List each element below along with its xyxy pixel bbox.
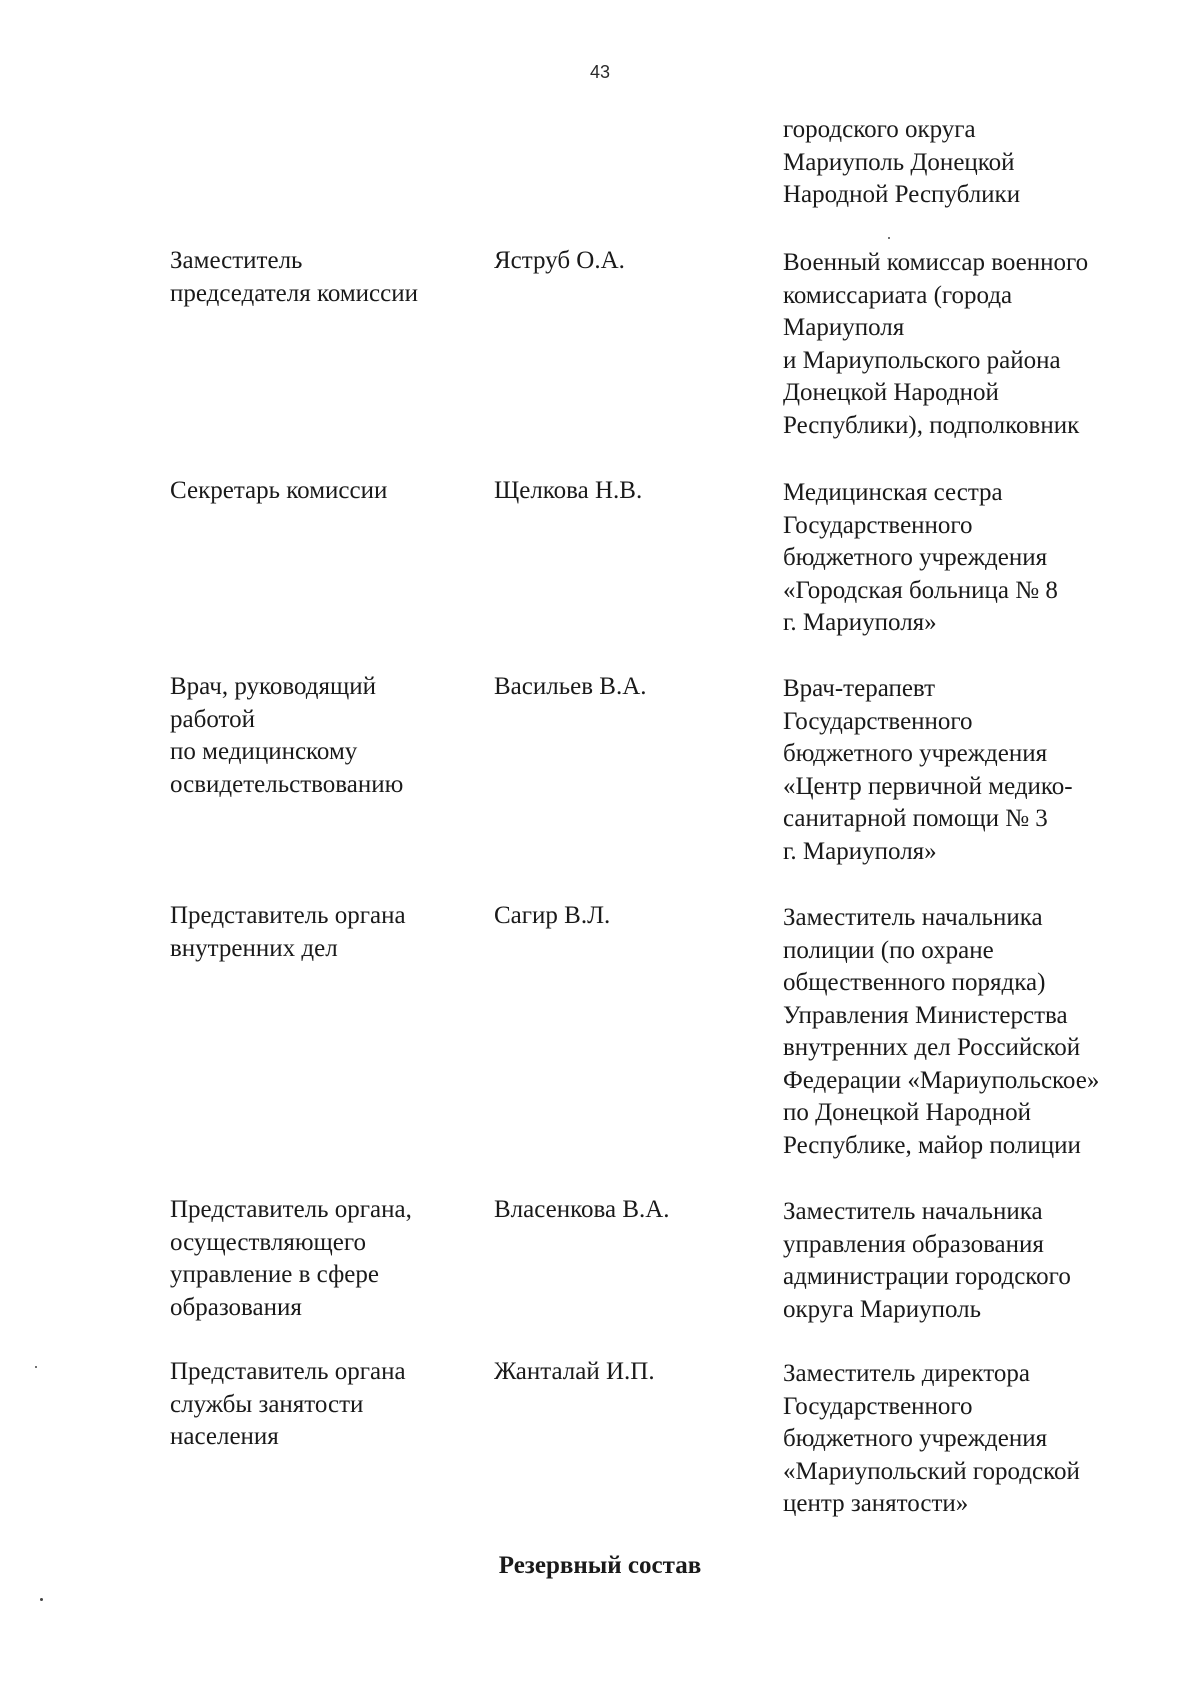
member-role: Секретарь комиссии: [170, 477, 388, 504]
member-name: Щелкова Н.В.: [494, 477, 643, 504]
member-position: Заместитель начальника управления образования администрации городского округа Мариуполь: [783, 1198, 1071, 1323]
scan-speck: [35, 1366, 37, 1368]
carry-over-text: городского округа Мариуполь Донецкой Народной Республики: [783, 116, 1021, 208]
member-position: Заместитель начальника полиции (по охране общественного порядка) Управления Министерства внутренних дел Российской Федерации «Мариупольское» по Донецкой Народной Республике, майор полиции: [783, 904, 1100, 1159]
member-position: Военный комиссар военного комиссариата (города Мариуполя и Мариупольского района Донецкой Народной Республики), подполковник: [783, 249, 1089, 439]
member-position: Врач-терапевт Государственного бюджетного учреждения «Центр первичной медико- санитарной помощи № 3 г. Мариуполя»: [783, 675, 1073, 865]
member-name: Власенкова В.А.: [494, 1196, 670, 1223]
member-role: Врач, руководящий работой по медицинскому освидетельствованию: [170, 673, 404, 798]
member-name: Сагир В.Л.: [494, 902, 611, 929]
member-name: Жанталай И.П.: [494, 1358, 655, 1385]
member-role: Представитель органа службы занятости населения: [170, 1358, 406, 1450]
page-number: 43: [589, 62, 611, 82]
section-heading: Резервный состав: [498, 1552, 702, 1579]
member-position: Заместитель директора Государственного бюджетного учреждения «Мариупольский городской центр занятости»: [783, 1360, 1080, 1517]
member-role: Представитель органа, осуществляющего управление в сфере образования: [170, 1196, 412, 1321]
member-position: Медицинская сестра Государственного бюджетного учреждения «Городская больница № 8 г. Мариуполя»: [783, 479, 1058, 636]
scan-speck: [888, 237, 890, 239]
member-role: Заместитель председателя комиссии: [170, 247, 418, 307]
member-name: Яструб О.А.: [494, 247, 625, 274]
member-name: Васильев В.А.: [494, 673, 647, 700]
member-role: Представитель органа внутренних дел: [170, 902, 406, 962]
scan-speck: [40, 1598, 43, 1601]
